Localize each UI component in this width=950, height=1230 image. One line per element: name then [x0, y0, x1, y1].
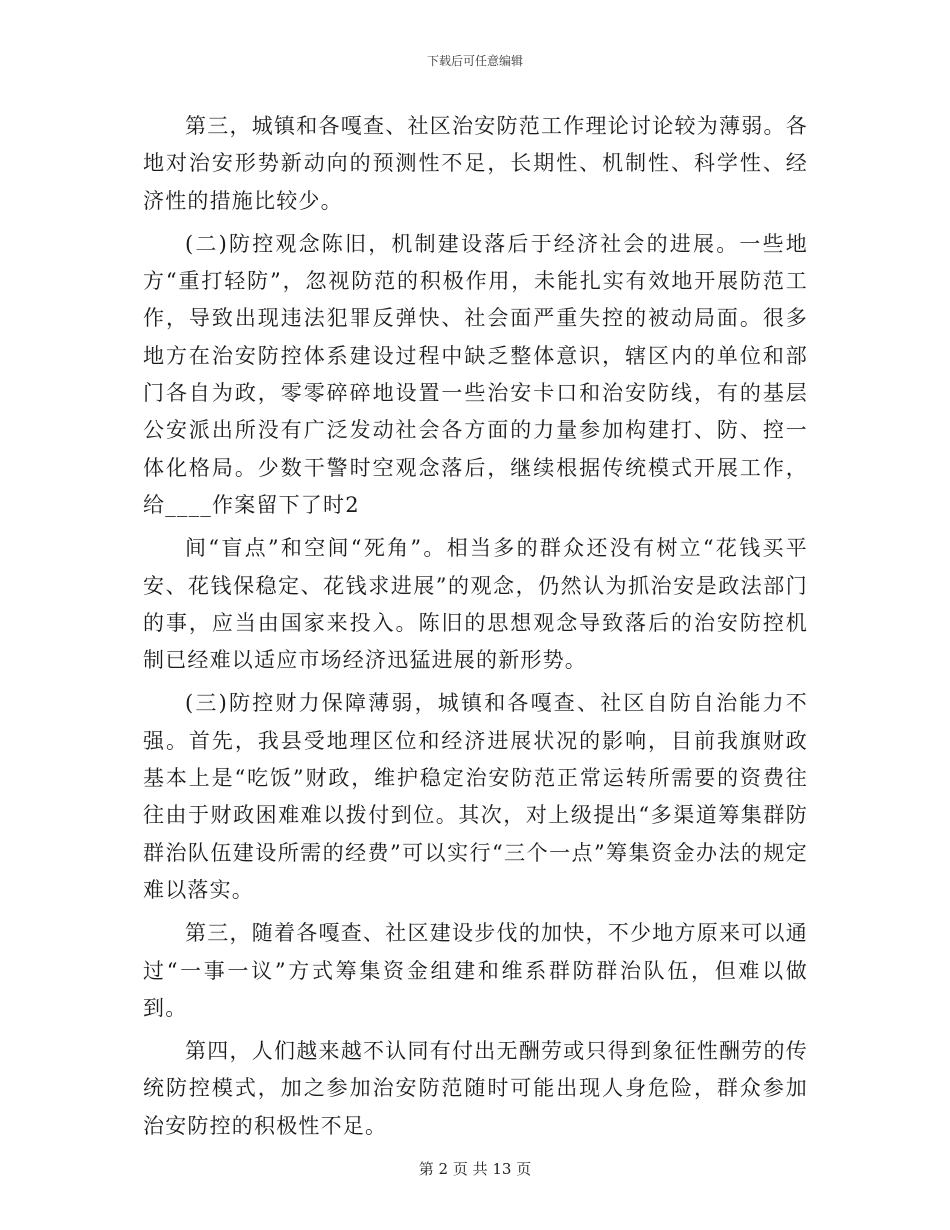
paragraph: 第四，人们越来越不认同有付出无酬劳或只得到象征性酬劳的传统防控模式，加之参加治安防范随时可能出现人身危险，群众参加治安防控的积极性不足。 [143, 1039, 808, 1138]
paragraph: (二)防控观念陈旧，机制建设落后于经济社会的进展。一些地方“重打轻防”，忽视防范的积极作用，未能扎实有效地开展防范工作，导致出现违法犯罪反弹快、社会面严重失控的被动局面。很多地方在治安防控体系建设过程中缺乏整体意识，辖区内的单位和部门各自为政，零零碎碎地设置一些治安卡口和治安防线，有的基层公安派出所没有广泛发动社会各方面的力量参加构建打、防、控一体化格局。少数干警时空观念落后，继续根据传统模式开展工作，给____作案留下了时2 [143, 231, 808, 517]
paragraph: 间“盲点”和空间“死角”。相当多的群众还没有树立“花钱买平安、花钱保稳定、花钱求进展”的观念，仍然认为抓治安是政法部门的事，应当由国家来投入。陈旧的思想观念导致落后的治安防控机制已经难以适应市场经济迅猛进展的新形势。 [143, 536, 808, 673]
paragraph: (三)防控财力保障薄弱，城镇和各嘎查、社区自防自治能力不强。首先，我县受地理区位和经济进展状况的影响，目前我旗财政基本上是“吃饭”财政，维护稳定治安防范正常运转所需要的资费往往由于财政困难难以拨付到位。其次，对上级提出“多渠道筹集群防群治队伍建设所需的经费”可以实行“三个一点”筹集资金办法的规定难以落实。 [143, 691, 808, 902]
paragraph: 第三，随着各嘎查、社区建设步伐的加快，不少地方原来可以通过“一事一议”方式筹集资金组建和维系群防群治队伍，但难以做到。 [143, 921, 808, 1020]
page-footer: 第 2 页 共 13 页 [418, 1160, 532, 1178]
document-body [143, 108, 808, 1151]
paragraph: 第三，城镇和各嘎查、社区治安防范工作理论讨论较为薄弱。各地对治安形势新动向的预测性不足，长期性、机制性、科学性、经济性的措施比较少。 [143, 114, 808, 213]
page-header: 下载后可任意编辑 [426, 54, 523, 68]
